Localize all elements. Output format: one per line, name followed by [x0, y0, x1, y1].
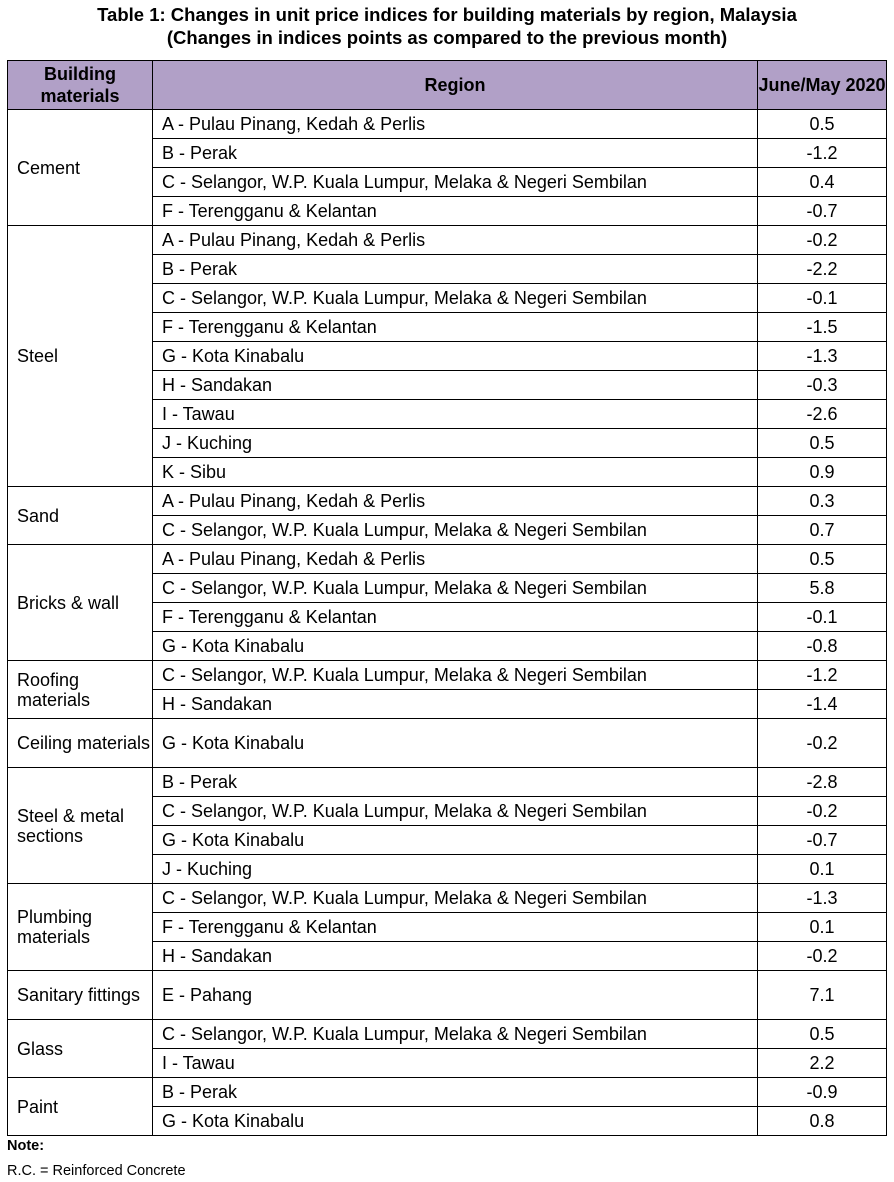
- value-cell: -2.2: [758, 255, 887, 284]
- region-cell: G - Kota Kinabalu: [153, 719, 758, 768]
- material-cell: Bricks & wall: [8, 545, 153, 661]
- value-cell: 0.5: [758, 110, 887, 139]
- value-cell: 0.1: [758, 913, 887, 942]
- region-cell: A - Pulau Pinang, Kedah & Perlis: [153, 487, 758, 516]
- region-cell: H - Sandakan: [153, 690, 758, 719]
- region-cell: H - Sandakan: [153, 371, 758, 400]
- region-cell: I - Tawau: [153, 400, 758, 429]
- material-cell: Roofing materials: [8, 661, 153, 719]
- material-cell: Plumbing materials: [8, 884, 153, 971]
- material-cell: Glass: [8, 1020, 153, 1078]
- region-cell: J - Kuching: [153, 855, 758, 884]
- region-cell: H - Sandakan: [153, 942, 758, 971]
- value-cell: -2.8: [758, 768, 887, 797]
- region-cell: F - Terengganu & Kelantan: [153, 603, 758, 632]
- value-cell: 0.7: [758, 516, 887, 545]
- material-cell: Sanitary fittings: [8, 971, 153, 1020]
- material-cell: Ceiling materials: [8, 719, 153, 768]
- region-cell: G - Kota Kinabalu: [153, 342, 758, 371]
- value-cell: 0.5: [758, 545, 887, 574]
- table-row: [8, 768, 887, 797]
- region-cell: F - Terengganu & Kelantan: [153, 313, 758, 342]
- region-cell: G - Kota Kinabalu: [153, 632, 758, 661]
- region-cell: G - Kota Kinabalu: [153, 826, 758, 855]
- table-row: [8, 1020, 887, 1049]
- title-line-2: (Changes in indices points as compared to the previous month): [166, 27, 728, 48]
- value-cell: -0.2: [758, 942, 887, 971]
- table-row: [8, 226, 887, 255]
- value-cell: 0.9: [758, 458, 887, 487]
- note-label: Note:: [7, 1138, 45, 1154]
- region-cell: B - Perak: [153, 1078, 758, 1107]
- region-cell: C - Selangor, W.P. Kuala Lumpur, Melaka & Negeri Sembilan: [153, 797, 758, 826]
- table-row: [8, 110, 887, 139]
- table-row: [8, 1078, 887, 1107]
- value-cell: 5.8: [758, 574, 887, 603]
- region-cell: A - Pulau Pinang, Kedah & Perlis: [153, 545, 758, 574]
- table-body: [8, 110, 887, 1136]
- region-cell: C - Selangor, W.P. Kuala Lumpur, Melaka & Negeri Sembilan: [153, 284, 758, 313]
- material-cell: Paint: [8, 1078, 153, 1136]
- value-cell: -1.5: [758, 313, 887, 342]
- material-cell: Steel & metal sections: [8, 768, 153, 884]
- table-row: [8, 545, 887, 574]
- region-cell: E - Pahang: [153, 971, 758, 1020]
- region-cell: C - Selangor, W.P. Kuala Lumpur, Melaka & Negeri Sembilan: [153, 661, 758, 690]
- region-cell: J - Kuching: [153, 429, 758, 458]
- value-cell: -0.2: [758, 797, 887, 826]
- value-cell: -2.6: [758, 400, 887, 429]
- value-cell: 0.1: [758, 855, 887, 884]
- header-region: Region: [153, 61, 758, 110]
- region-cell: C - Selangor, W.P. Kuala Lumpur, Melaka & Negeri Sembilan: [153, 516, 758, 545]
- value-cell: -0.7: [758, 826, 887, 855]
- header-row: [8, 61, 887, 110]
- value-cell: -0.9: [758, 1078, 887, 1107]
- value-cell: -0.1: [758, 603, 887, 632]
- material-cell: Cement: [8, 110, 153, 226]
- value-cell: -0.7: [758, 197, 887, 226]
- region-cell: C - Selangor, W.P. Kuala Lumpur, Melaka & Negeri Sembilan: [153, 574, 758, 603]
- region-cell: C - Selangor, W.P. Kuala Lumpur, Melaka & Negeri Sembilan: [153, 884, 758, 913]
- note-text: R.C. = Reinforced Concrete: [7, 1163, 186, 1179]
- region-cell: A - Pulau Pinang, Kedah & Perlis: [153, 226, 758, 255]
- value-cell: -1.3: [758, 342, 887, 371]
- region-cell: C - Selangor, W.P. Kuala Lumpur, Melaka & Negeri Sembilan: [153, 1020, 758, 1049]
- table-row: [8, 719, 887, 768]
- region-cell: B - Perak: [153, 255, 758, 284]
- region-cell: K - Sibu: [153, 458, 758, 487]
- region-cell: I - Tawau: [153, 1049, 758, 1078]
- table-row: [8, 661, 887, 690]
- value-cell: 0.4: [758, 168, 887, 197]
- value-cell: -0.2: [758, 226, 887, 255]
- material-cell: Steel: [8, 226, 153, 487]
- table-title: [0, 3, 894, 49]
- region-cell: C - Selangor, W.P. Kuala Lumpur, Melaka & Negeri Sembilan: [153, 168, 758, 197]
- table-row: [8, 487, 887, 516]
- region-cell: G - Kota Kinabalu: [153, 1107, 758, 1136]
- value-cell: 0.8: [758, 1107, 887, 1136]
- value-cell: -1.2: [758, 661, 887, 690]
- value-cell: 0.5: [758, 1020, 887, 1049]
- value-cell: 7.1: [758, 971, 887, 1020]
- value-cell: -1.4: [758, 690, 887, 719]
- header-june-may-2020: June/May 2020: [758, 61, 887, 110]
- table-row: [8, 884, 887, 913]
- header-building-materials: Building materials: [8, 61, 153, 110]
- value-cell: -1.3: [758, 884, 887, 913]
- price-index-table: [7, 60, 887, 1136]
- value-cell: 0.5: [758, 429, 887, 458]
- value-cell: -0.1: [758, 284, 887, 313]
- value-cell: -1.2: [758, 139, 887, 168]
- title-line-1: Table 1: Changes in unit price indices for building materials by region, Malaysia: [97, 4, 797, 25]
- region-cell: B - Perak: [153, 139, 758, 168]
- value-cell: -0.3: [758, 371, 887, 400]
- value-cell: -0.8: [758, 632, 887, 661]
- region-cell: F - Terengganu & Kelantan: [153, 197, 758, 226]
- table-row: [8, 971, 887, 1020]
- region-cell: F - Terengganu & Kelantan: [153, 913, 758, 942]
- region-cell: A - Pulau Pinang, Kedah & Perlis: [153, 110, 758, 139]
- value-cell: 0.3: [758, 487, 887, 516]
- material-cell: Sand: [8, 487, 153, 545]
- value-cell: 2.2: [758, 1049, 887, 1078]
- value-cell: -0.2: [758, 719, 887, 768]
- region-cell: B - Perak: [153, 768, 758, 797]
